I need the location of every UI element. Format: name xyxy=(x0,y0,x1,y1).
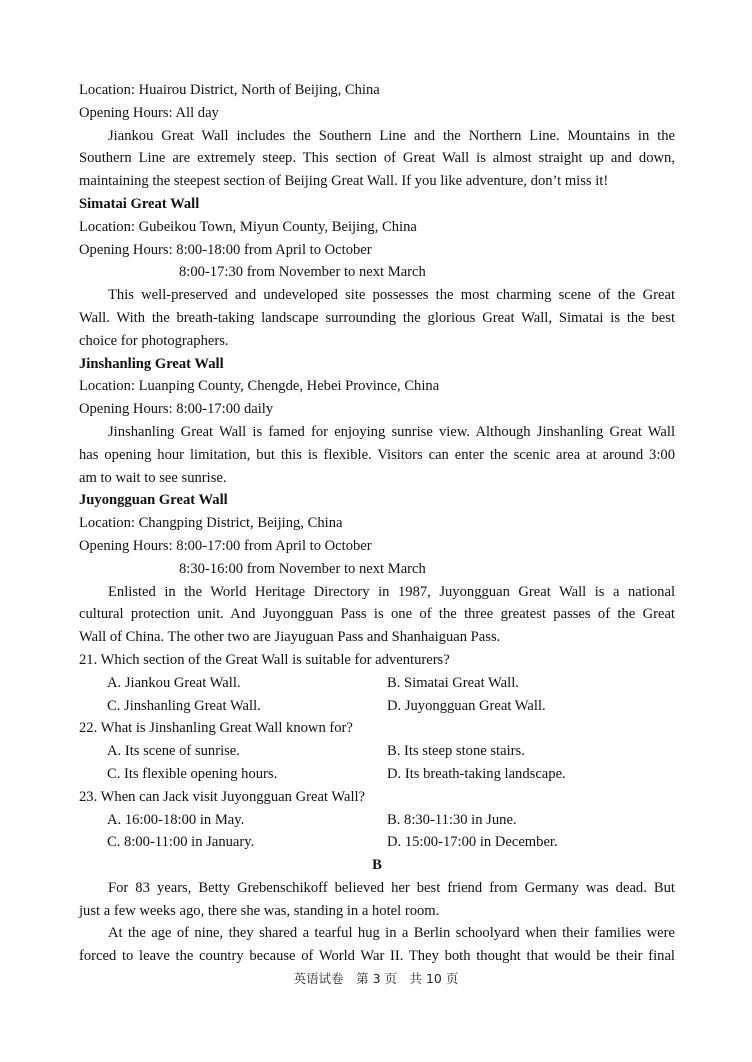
text-line: Location: Luanping County, Chengde, Hebei Province, China xyxy=(79,378,440,395)
text-line: am to wait to see sunrise. xyxy=(79,469,227,486)
answer-option[interactable]: B. Its steep stone stairs. xyxy=(387,743,525,760)
answer-option[interactable]: B. Simatai Great Wall. xyxy=(387,674,519,691)
answer-option[interactable]: A. Jiankou Great Wall. xyxy=(107,674,241,691)
option-row xyxy=(79,695,675,718)
option-row xyxy=(79,740,675,763)
section-b-heading: B xyxy=(372,857,382,874)
text-line: Wall of China. The other two are Jiayuguan Pass and Shanhaiguan Pass. xyxy=(79,629,501,646)
answer-option[interactable]: C. Jinshanling Great Wall. xyxy=(107,697,261,714)
answer-option[interactable]: A. Its scene of sunrise. xyxy=(107,743,240,760)
text-line: Enlisted in the World Heritage Directory in 1987, Juyongguan Great Wall is a national xyxy=(108,583,675,600)
option-row xyxy=(79,672,675,695)
document-page xyxy=(79,79,675,968)
answer-option[interactable]: D. 15:00-17:00 in December. xyxy=(387,834,558,851)
answer-option[interactable]: D. Its breath-taking landscape. xyxy=(387,765,566,782)
question-stem: 21. Which section of the Great Wall is suitable for adventurers? xyxy=(79,651,450,668)
text-line: Opening Hours: 8:00-17:00 from April to October xyxy=(79,537,372,554)
answer-option[interactable]: C. 8:00-11:00 in January. xyxy=(107,834,255,851)
question-stem: 22. What is Jinshanling Great Wall known for? xyxy=(79,720,353,737)
page-footer: 英语试卷 第 3 页 共 10 页 xyxy=(293,971,459,986)
text-line: just a few weeks ago, there she was, standing in a hotel room. xyxy=(79,902,440,919)
text-line: Opening Hours: All day xyxy=(79,104,219,121)
passage-a xyxy=(79,79,675,649)
text-line: has opening hour limitation, but this is flexible. Visitors can enter the scenic area at around 3:00 xyxy=(79,446,675,463)
answer-option[interactable]: D. Juyongguan Great Wall. xyxy=(387,697,546,714)
text-line: At the age of nine, they shared a tearful hug in a Berlin schoolyard when their families were xyxy=(108,925,675,942)
question-list xyxy=(79,649,675,854)
text-line: For 83 years, Betty Grebenschikoff believed her best friend from Germany was dead. But xyxy=(108,879,675,896)
option-row xyxy=(79,809,675,832)
answer-option[interactable]: C. Its flexible opening hours. xyxy=(107,765,278,782)
passage-b xyxy=(79,877,675,968)
text-line: cultural protection unit. And Juyongguan Pass is one of the three greatest passes of the Great xyxy=(79,606,675,623)
text-line: Jinshanling Great Wall is famed for enjoying sunrise view. Although Jinshanling Great Wall xyxy=(108,423,675,440)
text-line: forced to leave the country because of World War II. They both thought that would be their final xyxy=(79,948,675,965)
answer-option[interactable]: A. 16:00-18:00 in May. xyxy=(107,811,245,828)
section-heading: Juyongguan Great Wall xyxy=(79,492,228,509)
question-stem: 23. When can Jack visit Juyongguan Great Wall? xyxy=(79,788,366,805)
text-line: Southern Line are extremely steep. This section of Great Wall is almost straight up and down, xyxy=(79,150,675,167)
text-line: 8:30-16:00 from November to next March xyxy=(179,560,426,577)
text-line: maintaining the steepest section of Beijing Great Wall. If you like adventure, don’t miss it! xyxy=(79,173,609,190)
option-row xyxy=(79,763,675,786)
text-line: Opening Hours: 8:00-18:00 from April to October xyxy=(79,241,372,258)
section-heading: Jinshanling Great Wall xyxy=(79,355,224,372)
text-line: Location: Changping District, Beijing, China xyxy=(79,515,343,532)
text-line: Opening Hours: 8:00-17:00 daily xyxy=(79,401,274,418)
text-line: choice for photographers. xyxy=(79,332,229,349)
text-line: Location: Gubeikou Town, Miyun County, Beijing, China xyxy=(79,218,417,235)
text-line: This well-preserved and undeveloped site possesses the most charming scene of the Great xyxy=(108,287,675,304)
text-line: Jiankou Great Wall includes the Southern Line and the Northern Line. Mountains in the xyxy=(108,127,675,144)
section-heading: Simatai Great Wall xyxy=(79,195,200,212)
text-line: Location: Huairou District, North of Beijing, China xyxy=(79,82,380,98)
text-line: Wall. With the breath-taking landscape surrounding the glorious Great Wall, Simatai is the best xyxy=(79,309,675,326)
text-line: 8:00-17:30 from November to next March xyxy=(179,264,426,281)
option-row xyxy=(79,831,675,854)
answer-option[interactable]: B. 8:30-11:30 in June. xyxy=(387,811,517,828)
